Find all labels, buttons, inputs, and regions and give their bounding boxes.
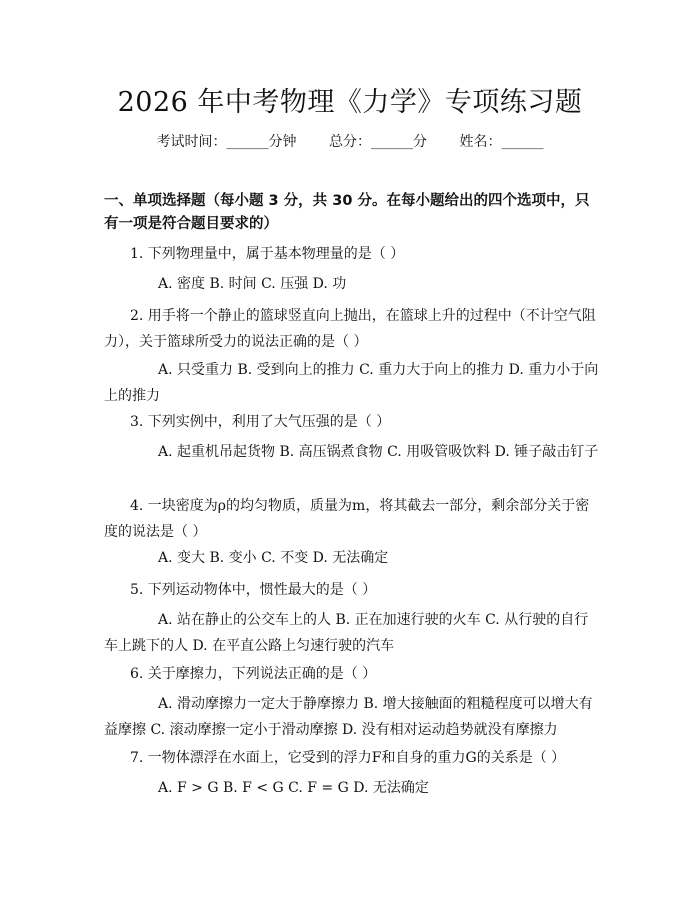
exam-time-field: 考试时间：______分钟 bbox=[156, 134, 297, 150]
question-stem: 5. 下列运动物体中，惯性最大的是（ ） bbox=[130, 582, 377, 598]
exam-info-line bbox=[0, 131, 700, 151]
page-title: 2026 年中考物理《力学》专项练习题 bbox=[117, 87, 583, 118]
question-options: A. 变大 B. 变小 C. 不变 D. 无法确定 bbox=[158, 550, 389, 566]
student-name-field: 姓名：______ bbox=[459, 134, 544, 150]
question-options: A. 站在静止的公交车上的人 B. 正在加速行驶的火车 C. 从行驶的自行车上跳下的人 D. 在平直公路上匀速行驶的汽车 bbox=[104, 612, 589, 654]
question-stem: 3. 下列实例中，利用了大气压强的是（ ） bbox=[130, 414, 391, 430]
question-stem: 7. 一物体漂浮在水面上，它受到的浮力F和自身的重力G的关系是（ ） bbox=[130, 750, 566, 766]
question-stem: 6. 关于摩擦力，下列说法正确的是（ ） bbox=[130, 666, 377, 682]
question-options: A. 密度 B. 时间 C. 压强 D. 功 bbox=[158, 276, 347, 292]
question-stem: 4. 一块密度为ρ的均匀物质，质量为m，将其截去一部分，剩余部分关于密度的说法是（ ） bbox=[104, 498, 590, 540]
question-options: A. 只受重力 B. 受到向上的推力 C. 重力大于向上的推力 D. 重力小于向上的推力 bbox=[104, 362, 599, 404]
question-options: A. F > G B. F < G C. F = G D. 无法确定 bbox=[158, 780, 429, 796]
section-heading: 一、单项选择题（每小题 3 分，共 30 分。在每小题给出的四个选项中，只有一项是符合题目要求的） bbox=[104, 193, 590, 232]
total-score-field: 总分：______分 bbox=[329, 134, 427, 150]
question-stem: 1. 下列物理量中，属于基本物理量的是（ ） bbox=[130, 246, 405, 262]
question-options: A. 起重机吊起货物 B. 高压锅煮食物 C. 用吸管吸饮料 D. 锤子敲击钉子 bbox=[158, 444, 599, 460]
question-stem: 2. 用手将一个静止的篮球竖直向上抛出，在篮球上升的过程中（不计空气阻力），关于篮球所受力的说法正确的是（ ） bbox=[104, 308, 596, 350]
question-options: A. 滑动摩擦力一定大于静摩擦力 B. 增大接触面的粗糙程度可以增大有益摩擦 C. 滚动摩擦一定小于滑动摩擦 D. 没有相对运动趋势就没有摩擦力 bbox=[104, 696, 593, 738]
